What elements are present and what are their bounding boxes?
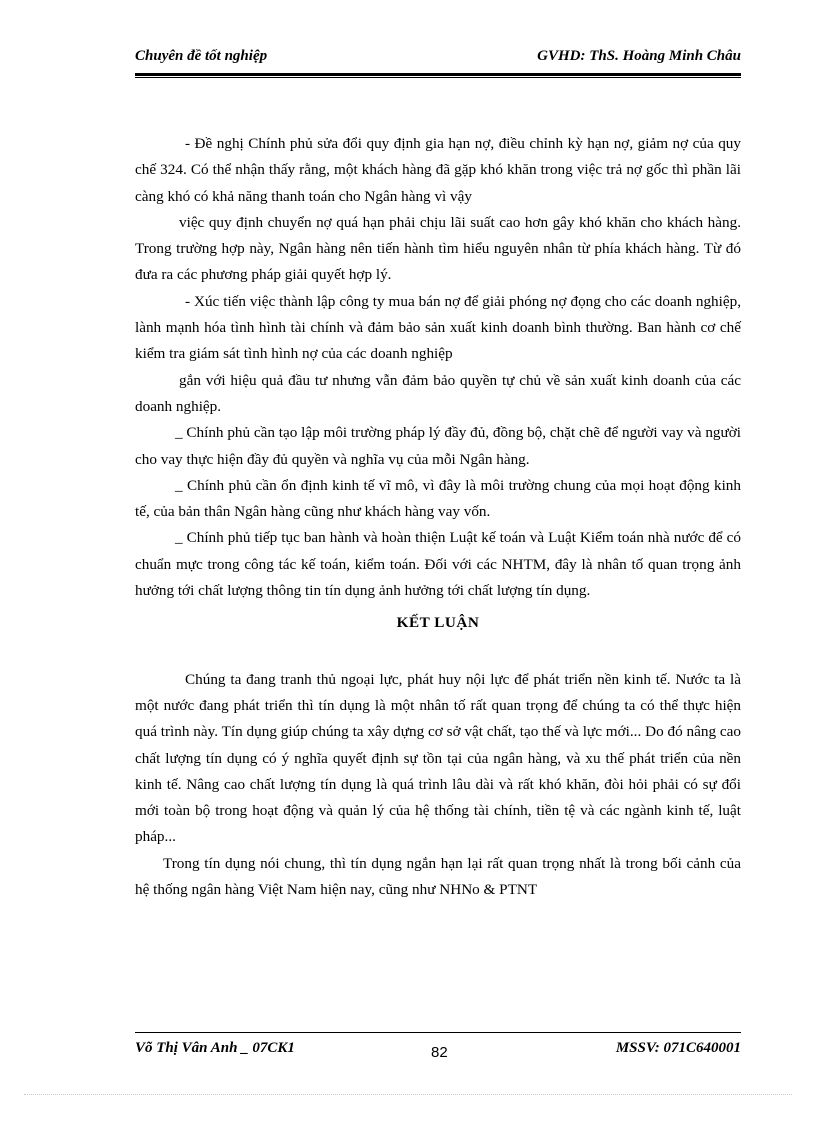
page-bottom-border: [24, 1094, 792, 1095]
body-paragraph: - Đề nghị Chính phủ sửa đổi quy định gia hạn nợ, điều chỉnh kỳ hạn nợ, giảm nợ của quy chế 324. Có thể nhận thấy rằng, một khách hàng đã gặp khó khăn trong việc trả nợ gốc thì phần lãi càng khó có khả năng thanh toán cho Ngân hàng vì vậy: [135, 135, 741, 205]
page-header: [135, 48, 741, 70]
footer-rule: [135, 1032, 741, 1033]
footer-student-id: MSSV: 071C640001: [615, 1040, 741, 1056]
document-body: [135, 131, 741, 903]
header-rule: [135, 73, 741, 78]
body-paragraph: việc quy định chuyển nợ quá hạn phải chịu lãi suất cao hơn gây khó khăn cho khách hàng. Trong trường hợp này, Ngân hàng nên tiến hành tìm hiểu nguyên nhân từ phía khách hàng. Từ đó đưa ra các phương pháp giải quyết hợp lý.: [135, 213, 741, 284]
conclusion-paragraph: Chúng ta đang tranh thủ ngoại lực, phát huy nội lực để phát triển nền kinh tế. Nước ta là một nước đang phát triển thì tín dụng là một nhân tố rất quan trọng để chúng ta có thể thực hiện quá trình này. Tín dụng giúp chúng ta xây dựng cơ sở vật chất, tạo thế và lực mới... Do đó nâng cao chất lượng tín dụng có ý nghĩa quyết định sự tồn tại của ngân hàng, và xu thế phát triển của nền kinh tế. Nâng cao chất lượng tín dụng là quá trình lâu dài và rất khó khăn, đòi hỏi phải có sự đổi mới toàn bộ trong hoạt động và quản lý của hệ thống tài chính, tiền tệ và các ngành kinh tế, luật pháp...: [135, 670, 741, 846]
page-number: 82: [431, 1044, 448, 1061]
header-supervisor: GVHD: ThS. Hoàng Minh Châu: [537, 48, 741, 64]
footer-author: Võ Thị Vân Anh _ 07CK1: [135, 1040, 295, 1056]
body-paragraph: gắn với hiệu quả đầu tư nhưng vẫn đảm bảo quyền tự chủ về sản xuất kinh doanh của các doanh nghiệp.: [135, 371, 741, 415]
page-footer: [135, 1040, 741, 1064]
body-paragraph: _ Chính phủ cần ổn định kinh tế vĩ mô, vì đây là môi trường chung của mọi hoạt động kinh tế, của bản thân Ngân hàng cũng như khách hàng vay vốn.: [135, 476, 741, 521]
conclusion-heading: KẾT LUẬN: [396, 614, 480, 632]
conclusion-paragraph: Trong tín dụng nói chung, thì tín dụng ngắn hạn lại rất quan trọng nhất là trong bối cảnh của hệ thống ngân hàng Việt Nam hiện nay, cũng như NHNo & PTNT: [135, 854, 741, 899]
body-paragraph: _ Chính phủ cần tạo lập môi trường pháp lý đầy đủ, đồng bộ, chặt chẽ để người vay và người cho vay thực hiện đầy đủ quyền và nghĩa vụ của mỗi Ngân hàng.: [135, 424, 741, 468]
body-paragraph: _ Chính phủ tiếp tục ban hành và hoàn thiện Luật kế toán và Luật Kiểm toán nhà nước để có chuẩn mực trong công tác kế toán, kiểm toán. Đối với các NHTM, đây là nhân tố quan trọng ảnh hưởng tới chất lượng thông tin tín dụng ảnh hưởng tới chất lượng tín dụng.: [135, 529, 741, 600]
header-document-title: Chuyên đề tốt nghiệp: [135, 48, 268, 64]
body-paragraph: - Xúc tiến việc thành lập công ty mua bán nợ để giải phóng nợ đọng cho các doanh nghiệp, lành mạnh hóa tình hình tài chính và đảm bảo sản xuất kinh doanh bình thường. Ban hành cơ chế kiểm tra giám sát tình hình nợ của các doanh nghiệp: [135, 292, 741, 363]
